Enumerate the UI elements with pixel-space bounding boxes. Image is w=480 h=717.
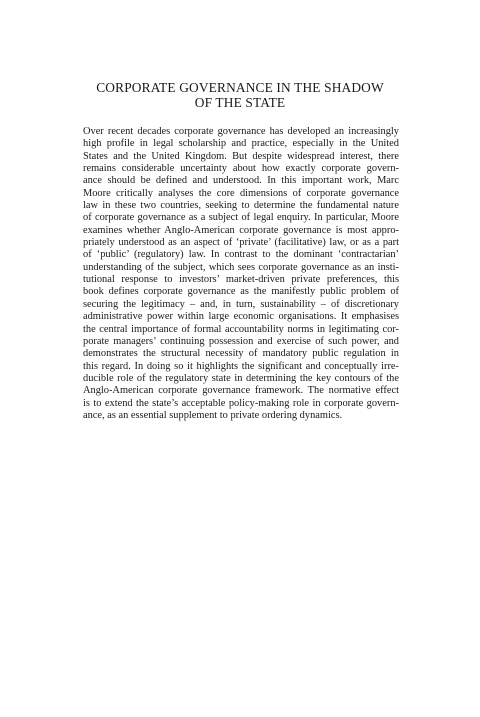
description-line: understanding of the subject, which sees corporate governance as an insti- bbox=[83, 261, 399, 273]
description-line: is to extend the state’s acceptable policy-making role in corporate govern- bbox=[83, 397, 399, 409]
description-line: this regard. In doing so it highlights the significant and conceptually irre- bbox=[83, 360, 399, 372]
description-line: tutional response to investors’ market-driven private preferences, this bbox=[83, 274, 399, 286]
description-line: Over recent decades corporate governance has developed an increasingly bbox=[83, 126, 399, 137]
description-line: examines whether Anglo-American corporate governance is most appro- bbox=[83, 224, 399, 236]
description-line: States and the United Kingdom. But despite widespread interest, there bbox=[83, 150, 399, 162]
description-line: ance should be defined and understood. In this important work, Marc bbox=[83, 175, 399, 187]
description-line: law in these two countries, seeking to determine the fundamental nature bbox=[83, 200, 399, 212]
description-line: high profile in legal scholarship and practice, especially in the United bbox=[83, 138, 399, 150]
description-line: priately understood as an aspect of ‘private’ (facilitative) law, or as a part bbox=[83, 237, 399, 249]
description-line: of corporate governance as a subject of legal enquiry. In particular, Moore bbox=[83, 212, 399, 224]
description-line: the central importance of formal accountability norms in legitimating cor- bbox=[83, 323, 399, 335]
description-line: ance, as an essential supplement to private ordering dynamics. bbox=[83, 409, 343, 421]
description-line: ducible role of the regulatory state in determining the key contours of the bbox=[83, 372, 399, 384]
description-line: securing the legitimacy – and, in turn, sustainability – of discretionary bbox=[83, 298, 399, 310]
description-line: of ‘public’ (regulatory) law. In contrast to the dominant ‘contractarian’ bbox=[83, 249, 399, 261]
description-line: Anglo-American corporate governance framework. The normative effect bbox=[83, 385, 399, 397]
description-line: demonstrates the structural necessity of mandatory public regulation in bbox=[83, 348, 399, 360]
book-title-line: OF THE STATE bbox=[194, 95, 286, 110]
description-line: remains considerable uncertainty about how exactly corporate govern- bbox=[83, 163, 399, 175]
description-line: porate managers’ continuing possession and exercise of such power, and bbox=[83, 335, 399, 347]
description-line: Moore critically analyses the core dimensions of corporate governance bbox=[83, 187, 399, 199]
description-line: administrative power within large economic organisations. It emphasises bbox=[83, 311, 399, 323]
book-title-line: CORPORATE GOVERNANCE IN THE SHADOW bbox=[96, 80, 384, 95]
book-description bbox=[83, 126, 399, 422]
description-line: book defines corporate governance as the manifestly public problem of bbox=[83, 286, 399, 298]
book-title bbox=[60, 80, 420, 110]
